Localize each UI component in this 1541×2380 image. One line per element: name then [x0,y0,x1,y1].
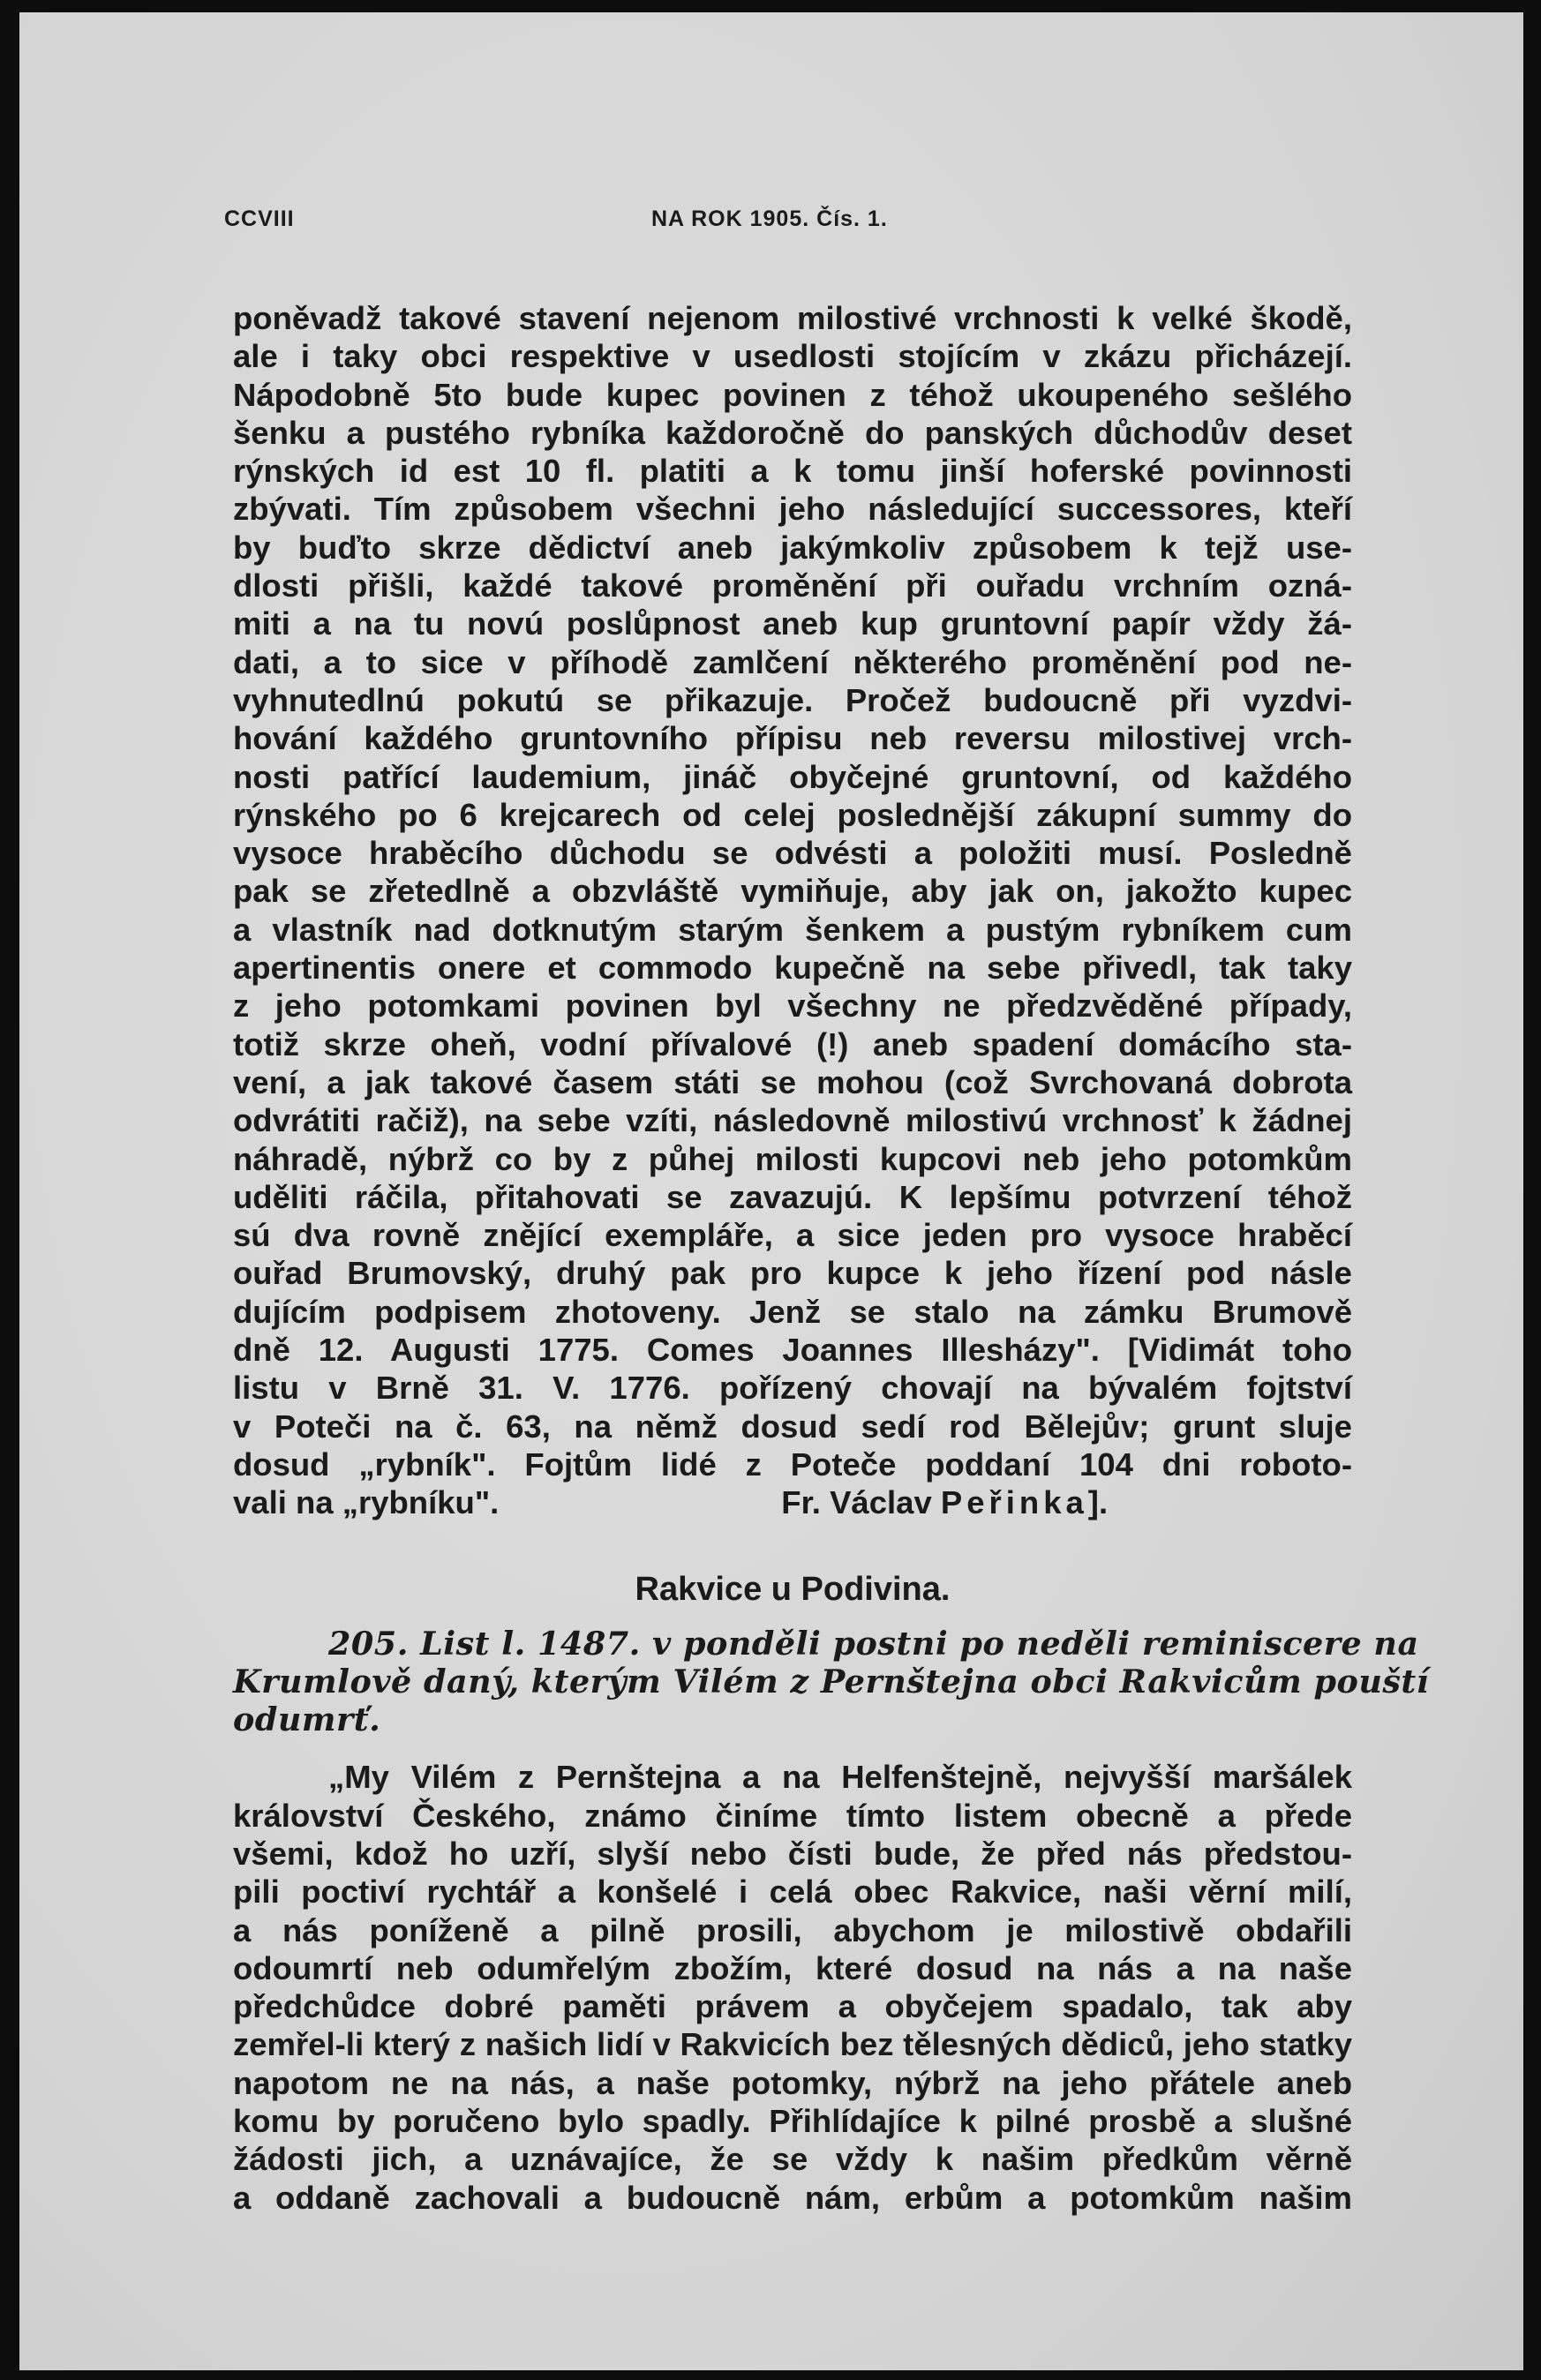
regest-line: odumrť. [233,1701,381,1739]
regest-line: 205. List l. 1487. v ponděli postni po neděli reminiscere na [328,1624,1419,1663]
text-line: pak se zřetedlně a obzvláště vymiňuje, aby jak on, jakožto kupec [233,873,1352,910]
text-line: ouřad Brumovský, druhý pak pro kupce k jeho řízení pod násle [233,1255,1352,1292]
text-line: poněvadž takové stavení nejenom milostivé vrchnosti k velké škodě, [233,300,1352,336]
text-line: dati, a to sice v příhodě zamlčení některého proměnění pod ne- [233,643,1352,680]
text-line: uděliti ráčila, přitahovati se zavazujú. K lepšímu potvrzení téhož [233,1178,1352,1215]
signature-prefix: Fr. Václav [781,1484,932,1521]
text-line: šenku a pustého rybníka každoročně do panských důchodův deset [233,414,1352,451]
page-header [224,206,1372,242]
text-line: vysoce hraběcího důchodu se odvésti a položiti musí. Posledně [233,835,1352,872]
text-line: dně 12. Augusti 1775. Comes Joannes Illesházy". [Vidimát toho [233,1332,1352,1369]
body-text [233,299,1430,2217]
section-heading: Rakvice u Podivina. [635,1570,951,1608]
text-line: z jeho potomkami povinen byl všechny ne předzvěděné případy, [233,987,1352,1025]
continuation-paragraph [233,299,1352,1483]
text-line: rýnských id est 10 fl. platiti a k tomu jinší hoferské povinnosti [233,453,1352,490]
regest-paragraph [233,1624,1430,1739]
signature-suffix: ]. [1087,1484,1109,1521]
continuation-last-text: vali na „rybníku". [233,1484,500,1521]
charter-line: komu by poručeno bylo spadly. Přihlídajíce k pilné prosbě a slušné [233,2103,1352,2140]
text-line: ale i taky obci respektive v usedlosti stojícím v zkázu přicházejí. [233,338,1352,375]
charter-paragraph [233,1758,1352,2217]
text-line: hování každého gruntovního přípisu neb reversu milostivej vrch- [233,720,1352,757]
text-line: v Poteči na č. 63, na němž dosud sedí rod Bělejův; grunt sluje [233,1408,1352,1445]
text-line: odvrátiti račiž), na sebe vzíti, následovně milostivú vrchnosť k žádnej [233,1102,1352,1139]
text-line: Nápodobně 5to bude kupec povinen z téhož ukoupeného sešlého [233,376,1352,413]
running-head: NA ROK 1905. Čís. 1. [651,206,888,231]
text-line: náhradě, nýbrž co by z půhej milosti kupcovi neb jeho potomkům [233,1140,1352,1177]
text-line: a vlastník nad dotknutým starým šenkem a pustým rybníkem cum [233,911,1352,948]
spacer [233,1522,1352,1549]
text-line: listu v Brně 31. V. 1776. pořízený chovají na bývalém fojtství [233,1370,1352,1407]
spacer [233,1738,1352,1758]
text-line: miti a na tu novú poslůpnost aneb kup gruntovní papír vždy žá- [233,605,1352,642]
charter-line: předchůdce dobré paměti právem a obyčejem spadalo, tak aby [233,1988,1352,2025]
text-line: apertinentis onere et commodo kupečně na sebe přivedl, tak taky [233,950,1352,987]
charter-line: „My Vilém z Pernštejna a na Helfenštejně, nejvyšší maršálek [328,1759,1352,1796]
text-line: dosud „rybník". Fojtům lidé z Poteče poddaní 104 dni roboto- [233,1445,1352,1483]
charter-line: království Českého, známo činíme tímto listem obecně a přede [233,1797,1352,1834]
charter-line: odoumrtí neb odumřelým zbožím, které dosud na nás a na naše [233,1949,1352,1986]
folio-number: CCVIII [224,206,295,231]
charter-line: pili poctiví rychtář a konšelé i celá obec Rakvice, naši věrní milí, [233,1873,1352,1911]
text-line: rýnského po 6 krejcarech od celej poslednější zákupní summy do [233,796,1352,833]
signature-name: Peřinka [940,1484,1088,1521]
charter-line: a nás poníženě a pilně prosili, abychom je milostivě obdařili [233,1911,1352,1948]
book-page [19,12,1523,2370]
charter-line: napotom ne na nás, a naše potomky, nýbrž na jeho přátele aneb [233,2064,1352,2101]
text-line: dlosti přišli, každé takové proměnění při ouřadu vrchním ozná- [233,567,1352,604]
charter-line: všemi, kdož ho uzří, slyší nebo čísti bude, že před nás předstou- [233,1835,1352,1872]
text-line: dujícím podpisem zhotoveny. Jenž se stalo na zámku Brumově [233,1293,1352,1330]
text-line: sú dva rovně znějící exempláře, a sice jeden pro vysoce hraběcí [233,1217,1352,1254]
text-line: vyhnutedlnú pokutú se přikazuje. Pročež budoucně při vyzdvi- [233,681,1352,718]
continuation-last-line [233,1483,1352,1521]
charter-line: žádosti jich, a uznávajíce, že se vždy k našim předkům věrně [233,2141,1352,2178]
regest-line: Krumlově daný, kterým Vilém z Pernštejna obci Rakvicům pouští [233,1662,1430,1701]
charter-line: a oddaně zachovali a budoucně nám, erbům a potomkům našim [233,2179,1352,2216]
text-line: nosti patřící laudemium, jináč obyčejné gruntovní, od každého [233,758,1352,795]
charter-line: zemřel-li který z našich lidí v Rakvicích bez tělesných dědiců, jeho statky [233,2026,1352,2063]
text-line: totiž skrze oheň, vodní přívalové (!) aneb spadení domácího sta- [233,1025,1352,1062]
text-line: by buďto skrze dědictví aneb jakýmkoliv způsobem k tejž use- [233,529,1352,566]
text-line: zbývati. Tím způsobem všechni jeho následující successores, kteří [233,491,1352,528]
text-line: vení, a jak takové časem státi se mohou (což Svrchovaná dobrota [233,1063,1352,1100]
